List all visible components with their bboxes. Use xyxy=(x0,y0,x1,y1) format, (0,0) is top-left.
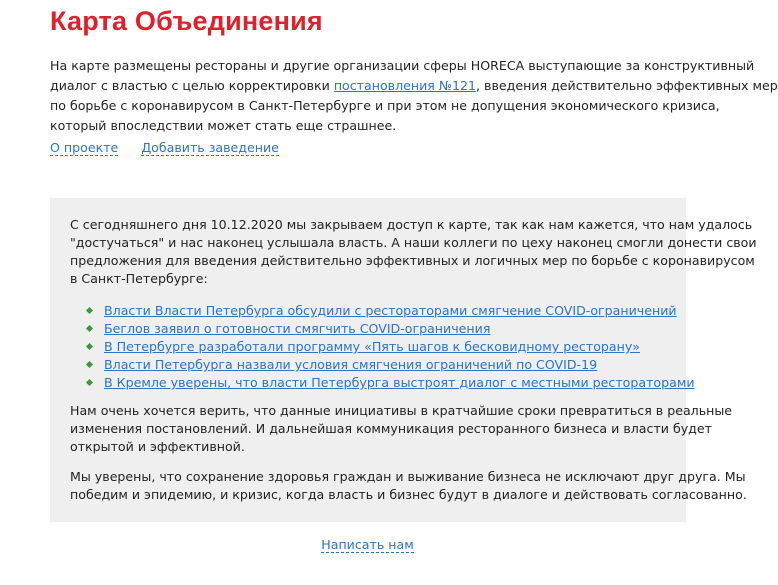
add-place-link[interactable]: Добавить заведение xyxy=(141,140,279,155)
contact-us-link[interactable]: Написать нам xyxy=(321,537,414,552)
intro-line: по борьбе с коронавирусом в Санкт-Петербурге и при этом не допущения экономического кризиса, xyxy=(50,98,720,113)
regulation-link[interactable]: постановления №121 xyxy=(333,78,477,93)
notice-line: Мы уверены, что сохранение здоровья граждан и выживание бизнеса не исключают друг друга. Мы xyxy=(70,469,746,484)
notice-line: в Санкт-Петербурге: xyxy=(70,271,208,286)
intro-text-segment: , введения действительно эффективных мер xyxy=(476,78,778,93)
notice-paragraph-2 xyxy=(70,402,733,456)
notice-line: победим и эпидемию, и кризис, когда власть и бизнес будут в диалоге и действовать согласованно. xyxy=(70,487,747,502)
list-item xyxy=(86,320,695,338)
list-item xyxy=(86,356,695,374)
notice-line: С сегодняшнего дня 10.12.2020 мы закрываем доступ к карте, так как нам кажется, что нам удалось xyxy=(70,217,753,232)
bullet-icon xyxy=(86,325,93,332)
intro-text xyxy=(50,56,778,136)
bullet-icon xyxy=(86,379,93,386)
page-title: Карта Объединения xyxy=(50,6,323,36)
news-link[interactable]: Беглов заявил о готовности смягчить COVID-ограничения xyxy=(104,321,491,336)
intro-line: который впоследствии может стать еще страшнее. xyxy=(50,118,397,133)
notice-line: открытой и эффективной. xyxy=(70,439,245,454)
notice-line: Нам очень хочется верить, что данные инициативы в кратчайшие сроки превратиться в реальные xyxy=(70,403,733,418)
list-item xyxy=(86,374,695,392)
notice-line: предложения для введения действительно эффективных и логичных мер по борьбе с коронавирусом xyxy=(70,253,755,268)
notice-panel xyxy=(50,198,757,522)
intro-line xyxy=(50,76,778,96)
footer xyxy=(0,535,735,555)
bullet-icon xyxy=(86,307,93,314)
bullet-icon xyxy=(86,343,93,350)
notice-line: "достучаться" и нас наконец услышала власть. А наши коллеги по цеху наконец смогли донести свои xyxy=(70,235,757,250)
notice-paragraph-3 xyxy=(70,468,747,504)
notice-line: изменения постановлений. И дальнейшая коммуникация ресторанного бизнеса и власти будет xyxy=(70,421,712,436)
news-link[interactable]: В Петербурге разработали программу «Пять шагов к бесковидному ресторану» xyxy=(104,339,641,354)
bullet-icon xyxy=(86,361,93,368)
about-link[interactable]: О проекте xyxy=(50,140,119,155)
news-link[interactable]: В Кремле уверены, что власти Петербурга выстроят диалог с местными рестораторами xyxy=(104,375,695,390)
nav-links xyxy=(50,138,298,158)
news-link[interactable]: Власти Власти Петербурга обсудили с рестораторами смягчение COVID-ограничений xyxy=(104,303,677,318)
list-item xyxy=(86,302,695,320)
news-link[interactable]: Власти Петербурга назвали условия смягчения ограничений по COVID-19 xyxy=(104,357,598,372)
notice-paragraph-1 xyxy=(70,216,757,288)
list-item xyxy=(86,338,695,356)
intro-line: На карте размещены рестораны и другие организации сферы HORECA выступающие за конструктивный xyxy=(50,58,755,73)
news-list xyxy=(86,302,695,392)
intro-text-segment: диалог с властью с целью корректировки xyxy=(50,78,334,93)
